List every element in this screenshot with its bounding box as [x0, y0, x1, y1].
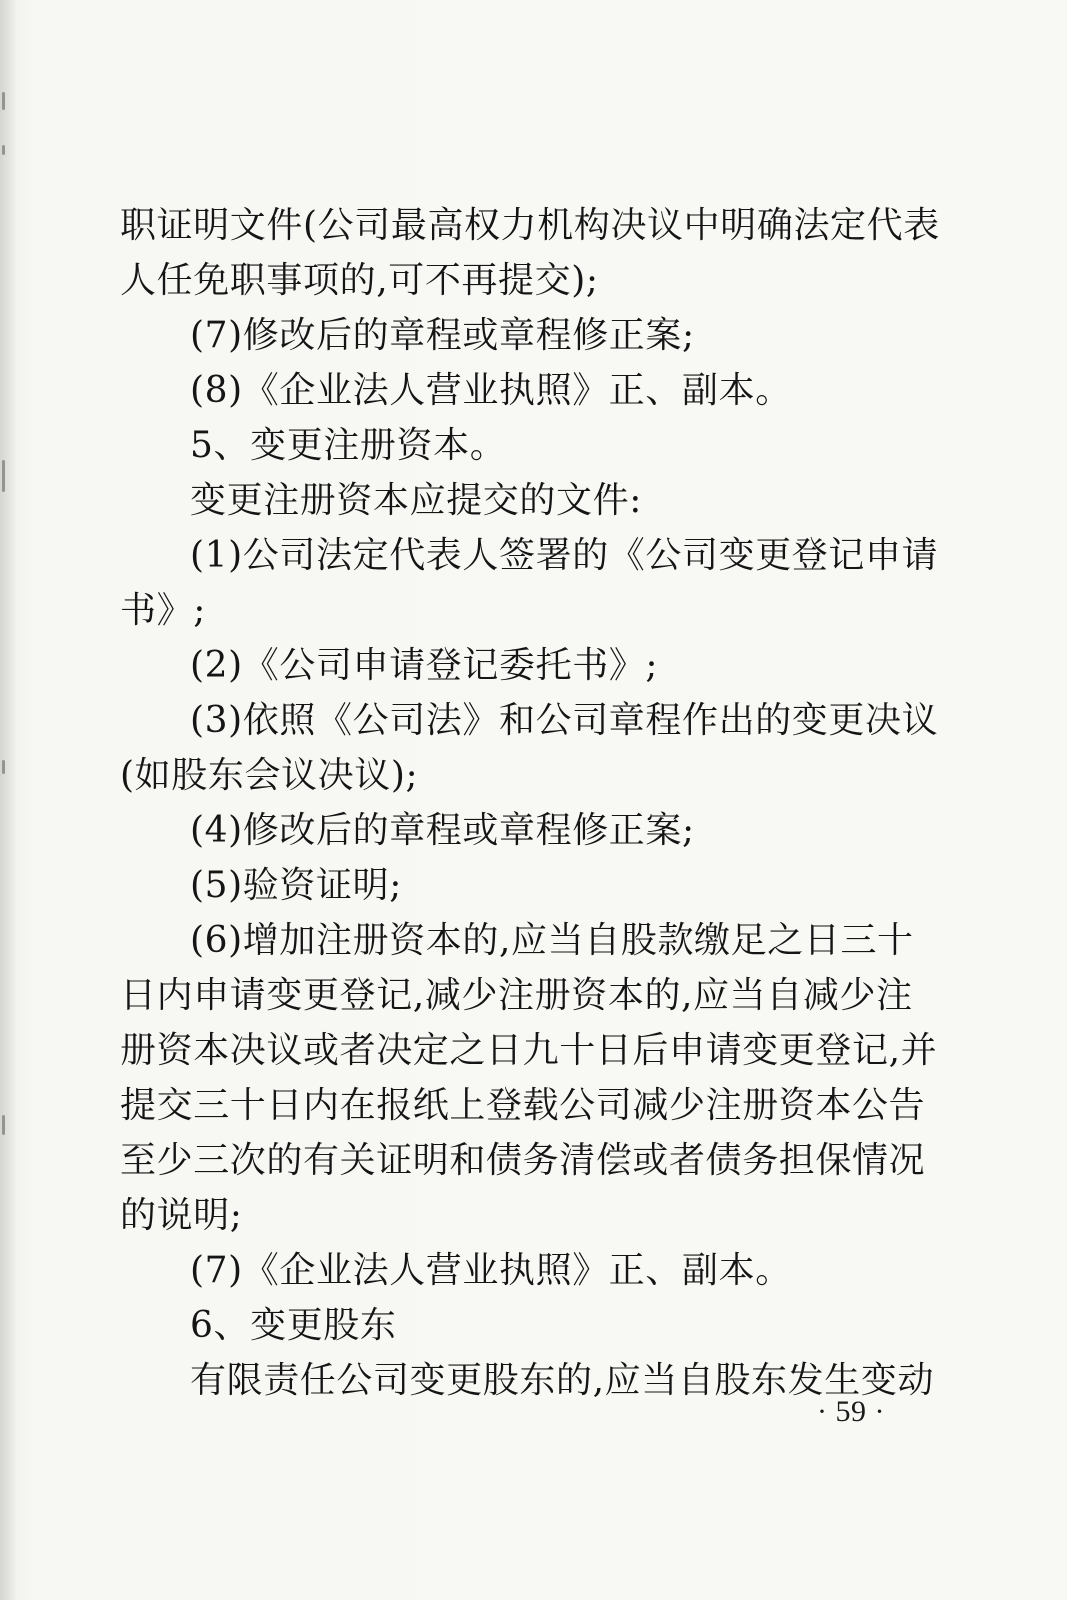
text-line: 册资本决议或者决定之日九十日后申请变更登记,并 — [120, 1030, 938, 1071]
document-text — [120, 198, 940, 1408]
section-heading: 6、变更股东 — [190, 1305, 397, 1346]
text-line: 日内申请变更登记,减少注册资本的,应当自减少注 — [120, 975, 913, 1016]
text-line: 有限责任公司变更股东的,应当自股东发生变动 — [190, 1360, 935, 1401]
text-line: (7)《企业法人营业执照》正、副本。 — [190, 1250, 792, 1291]
text-line: 人任免职事项的,可不再提交); — [120, 260, 599, 301]
text-line: (7)修改后的章程或章程修正案; — [190, 315, 695, 356]
text-line: (如股东会议决议); — [120, 755, 419, 796]
page-number: · 59 · — [817, 1395, 885, 1428]
scan-edge-mark — [2, 145, 5, 155]
scan-edge-mark — [2, 760, 5, 774]
text-line: (1)公司法定代表人签署的《公司变更登记申请 — [190, 535, 939, 576]
text-line: (6)增加注册资本的,应当自股款缴足之日三十 — [190, 920, 914, 961]
text-line: 至少三次的有关证明和债务清偿或者债务担保情况 — [120, 1140, 926, 1181]
text-line: 书》; — [120, 590, 206, 631]
scan-edge-mark — [2, 92, 5, 110]
section-heading: 5、变更注册资本。 — [190, 425, 507, 466]
text-line: (2)《公司申请登记委托书》; — [190, 645, 659, 686]
text-line: (5)验资证明; — [190, 865, 402, 906]
scan-edge-mark — [2, 1115, 5, 1135]
text-line: 变更注册资本应提交的文件: — [190, 480, 642, 521]
text-line: (3)依照《公司法》和公司章程作出的变更决议 — [190, 700, 939, 741]
page-left-shadow — [0, 0, 16, 1600]
text-line: 提交三十日内在报纸上登载公司减少注册资本公告 — [120, 1085, 926, 1126]
text-line: 的说明; — [120, 1195, 243, 1236]
text-line: (4)修改后的章程或章程修正案; — [190, 810, 695, 851]
text-line: (8)《企业法人营业执照》正、副本。 — [190, 370, 792, 411]
text-line: 职证明文件(公司最高权力机构决议中明确法定代表 — [120, 205, 940, 246]
scan-edge-mark — [2, 460, 5, 492]
